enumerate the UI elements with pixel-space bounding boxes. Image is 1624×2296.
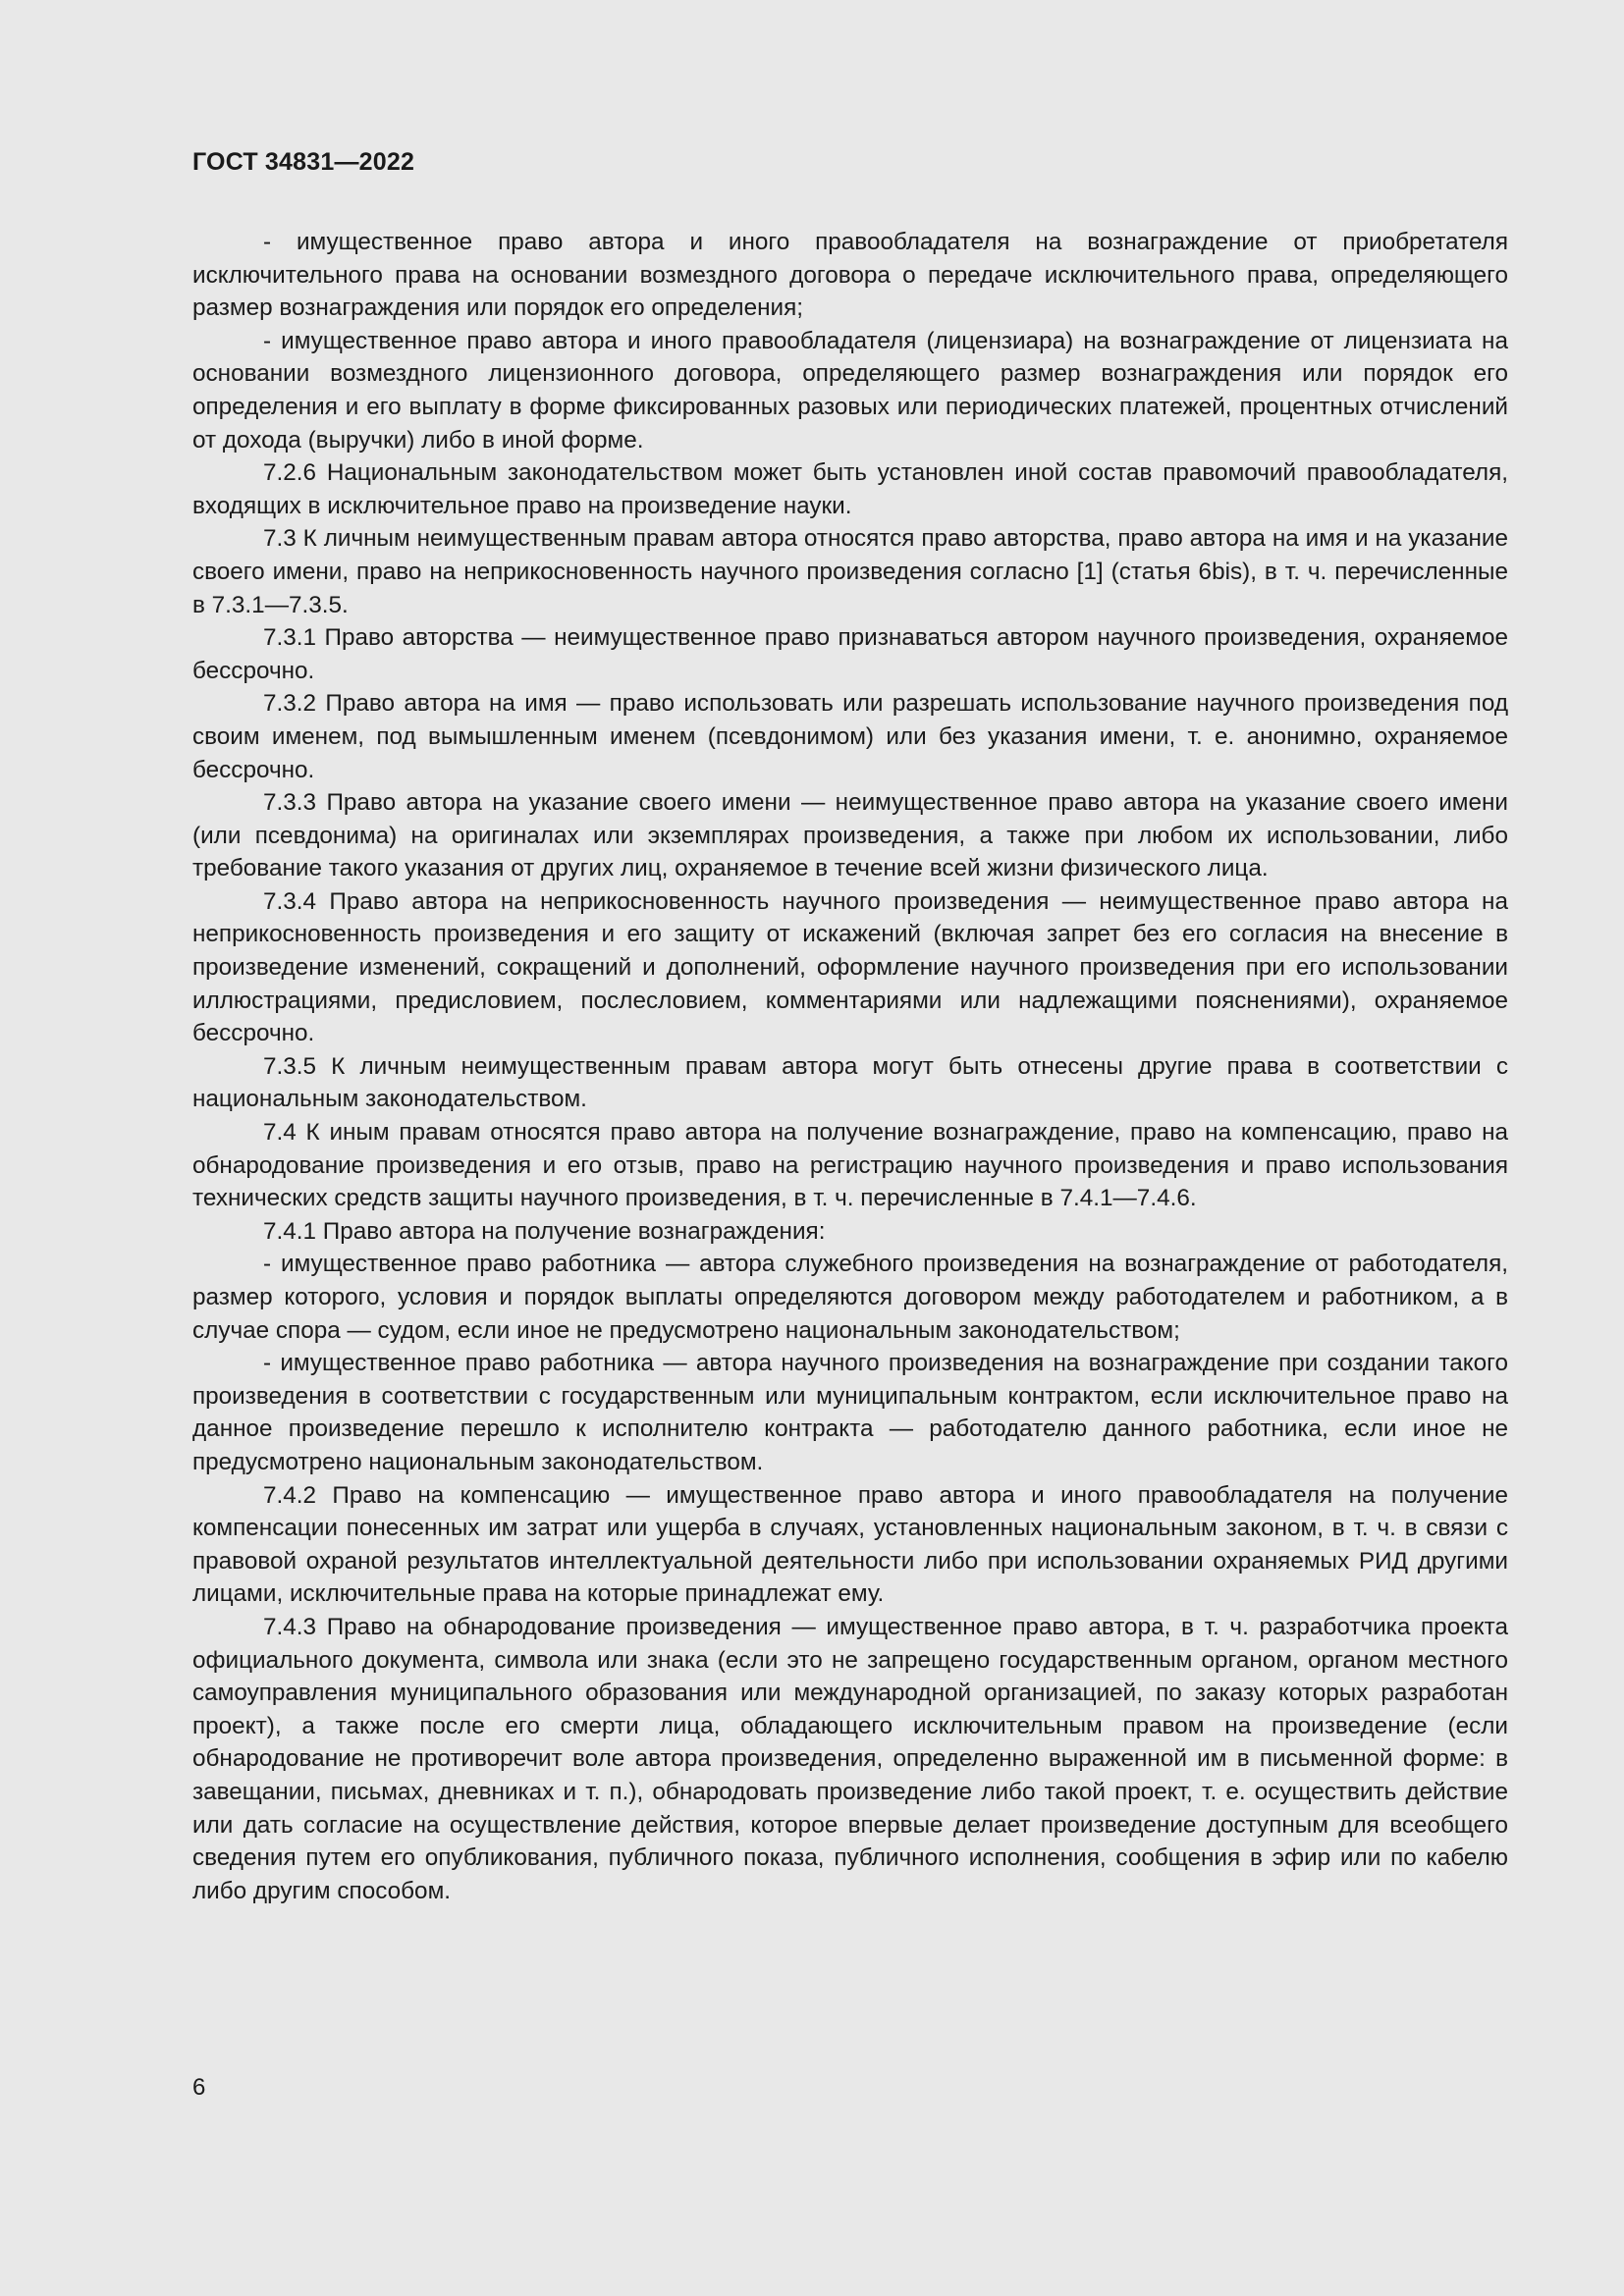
paragraph: - имущественное право работника — автора научного произведения на вознаграждение при создании такого произведения в соответствии с государственным или муниципальным контрактом, если исключительное право на данное произведение перешло к исполнителю контракта — работодателю данного работника, если иное не предусмотрено национальным законодательством. — [192, 1350, 1508, 1475]
paragraph: 7.3.3 Право автора на указание своего имени — неимущественное право автора на указание своего имени (или псевдонима) на оригиналах или экземплярах произведения, а также при любом их использовании, либо требование такого указания от других лиц, охраняемое в течение всей жизни физического лица. — [192, 789, 1508, 882]
paragraph: - имущественное право автора и иного правообладателя (лицензиара) на вознаграждение от лицензиата на основании возмездного лицензионного договора, определяющего размер вознаграждения или порядок его определения и его выплату в форме фиксированных разовых или периодических платежей, процентных отчислений от дохода (выручки) либо в иной форме. — [192, 327, 1508, 454]
paragraph: 7.4.2 Право на компенсацию — имущественное право автора и иного правообладателя на получение компенсации понесенных им затрат или ущерба в случаях, установленных национальным законом, в т. ч. в связи с правовой охраной результатов интеллектуальной деятельности либо при использовании охраняемых РИД другими лицами, исключительные права на которые принадлежат ему. — [192, 1481, 1508, 1608]
paragraph: 7.4.1 Право автора на получение вознаграждения: — [263, 1217, 826, 1245]
paragraph: 7.3 К личным неимущественным правам автора относятся право авторства, право автора на имя и на указание своего имени, право на неприкосновенность научного произведения согласно [1] (статья 6bis), в т. ч. перечисленные в 7.3.1—7.3.5. — [192, 525, 1508, 618]
paragraph: 7.3.2 Право автора на имя — право использовать или разрешать использование научного произведения под своим именем, под вымышленным именем (псевдонимом) или без указания имени, т. е. анонимно, охраняемое бессрочно. — [192, 690, 1508, 783]
paragraph: 7.3.1 Право авторства — неимущественное право признаваться автором научного произведения, охраняемое бессрочно. — [192, 624, 1508, 684]
paragraph: 7.3.5 К личным неимущественным правам автора могут быть отнесены другие права в соответствии с национальным законодательством. — [192, 1052, 1508, 1113]
paragraph: 7.4.3 Право на обнародование произведения — имущественное право автора, в т. ч. разработчика проекта официального документа, символа или знака (если это не запрещено государственным органом, органом местного самоуправления муниципального образования или международной организацией, по заказу которых разработан проект), а также после его смерти лица, обладающего исключительным правом на произведение (если обнародование не противоречит воле автора произведения, определенно выраженной им в письменной форме: в завещании, письмах, дневниках и т. п.), обнародовать произведение либо такой проект, т. е. осуществить действие или дать согласие на осуществление действия, которое впервые делает произведение доступным для всеобщего сведения путем его опубликования, публичного показа, публичного исполнения, сообщения в эфир или по кабелю либо другим способом. — [192, 1613, 1508, 1904]
paragraph: 7.2.6 Национальным законодательством может быть установлен иной состав правомочий правообладателя, входящих в исключительное право на произведение науки. — [192, 459, 1508, 519]
paragraph: - имущественное право автора и иного правообладателя на вознаграждение от приобретателя исключительного права на основании возмездного договора о передаче исключительного права, определяющего размер вознаграждения или порядок его определения; — [192, 229, 1508, 322]
document-header: ГОСТ 34831—2022 — [192, 148, 415, 176]
paragraph: 7.3.4 Право автора на неприкосновенность научного произведения — неимущественное право автора на неприкосновенность произведения и его защиту от искажений (включая запрет без его согласия на внесение в произведение изменений, сокращений и дополнений, оформление научного произведения при его использовании иллюстрациями, предисловием, послесловием, комментариями или надлежащими пояснениями), охраняемое бессрочно. — [192, 887, 1508, 1047]
page-number: 6 — [192, 2074, 206, 2101]
document-body — [192, 226, 1508, 1907]
paragraph: 7.4 К иным правам относятся право автора на получение вознаграждение, право на компенсацию, право на обнародование произведения и его отзыв, право на регистрацию научного произведения и право использования технических средств защиты научного произведения, в т. ч. перечисленные в 7.4.1—7.4.6. — [192, 1119, 1508, 1212]
paragraph: - имущественное право работника — автора служебного произведения на вознаграждение от работодателя, размер которого, условия и порядок выплаты определяются договором между работодателем и работником, а в случае спора — судом, если иное не предусмотрено национальным законодательством; — [192, 1251, 1508, 1344]
